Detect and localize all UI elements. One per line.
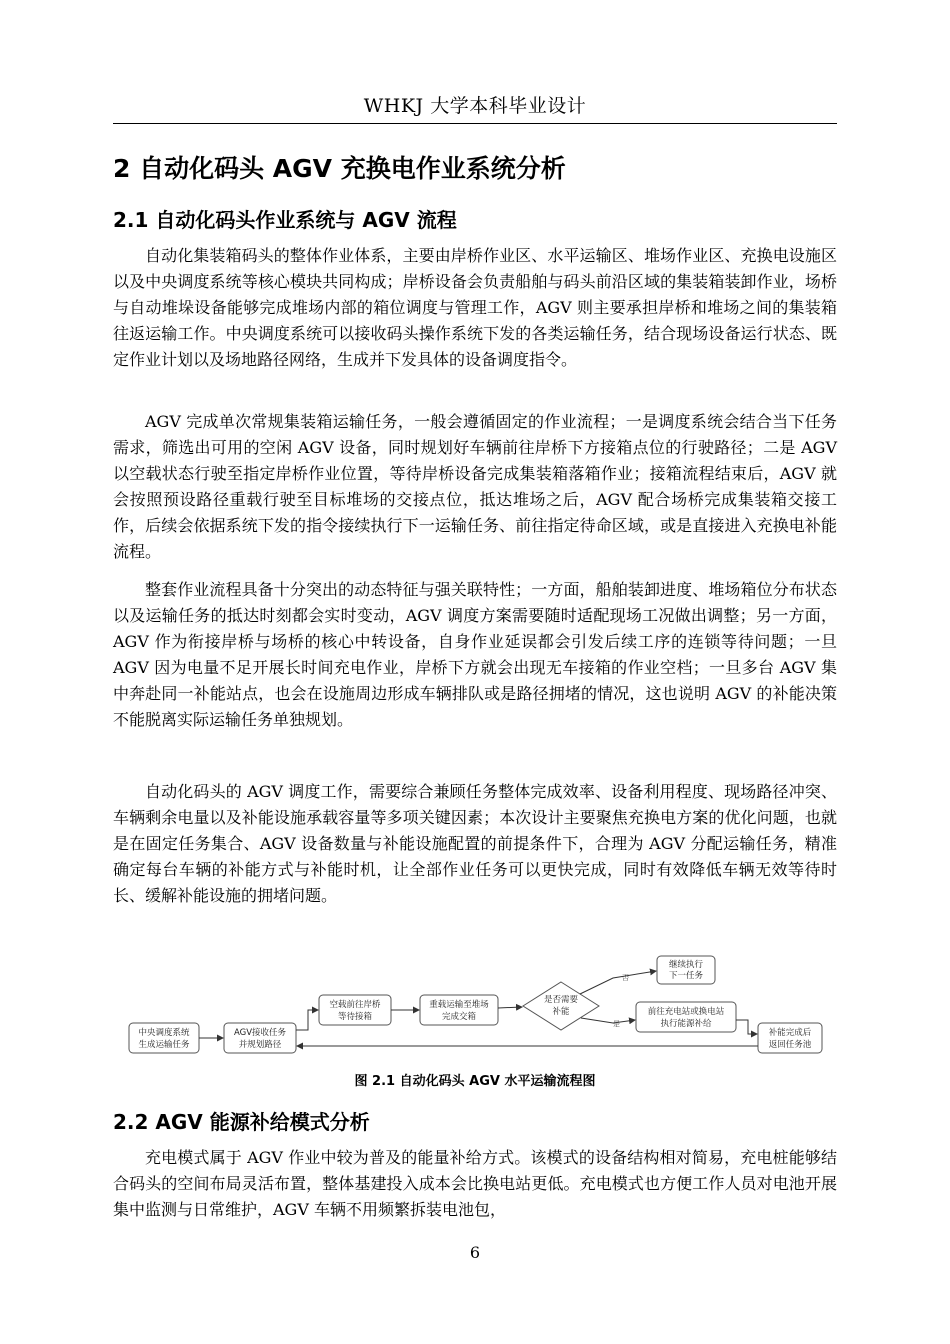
running-header: WHKJ 大学本科毕业设计 [363,95,587,117]
flowchart-figure [113,950,837,1062]
node-label: 并规划路径 [238,1040,282,1050]
edge-label-yes: 是 [613,1020,620,1028]
paragraph: 整套作业流程具备十分突出的动态特征与强关联特性；一方面，船舶装卸进度、堆场箱位分布状态以及运输任务的抵达时刻都会实时变动，AGV 调度方案需要随时适配现场工况做出调整；另一方面，AGV 作为衔接岸桥与场桥的核心中转设备，自身作业延误都会引发后续工序的连锁等待问题；一旦 AGV 因为电量不足开展长时间充电作业，岸桥下方就会出现无车接箱的作业空档；一旦多台 AGV 集中奔赴同一补能站点，也会在设施周边形成车辆排队或是路径拥堵的情况，这也说明 AGV 的补能决策不能脱离实际运输任务单独规划。 [113,580,837,729]
flow-node-return [758,1023,822,1053]
paragraph: 自动化集装箱码头的整体作业体系，主要由岸桥作业区、水平运输区、堆场作业区、充换电设施区以及中央调度系统等核心模块共同构成；岸桥设备会负责船舶与码头前沿区域的集装箱装卸作业，场桥与自动堆垛设备能够完成堆场内部的箱位调度与管理工作，AGV 则主要承担岸桥和堆场之间的集装箱往返运输工作。中央调度系统可以接收码头操作系统下发的各类运输任务，结合现场设备运行状态、既定作业计划以及场地路径网络，生成并下发具体的设备调度指令。 [113,246,837,369]
node-label: 中央调度系统 [138,1028,190,1038]
flow-decision-recharge [523,982,599,1030]
node-label: 空载前往岸桥 [329,1000,381,1010]
node-label: 返回任务池 [768,1040,812,1050]
node-label: 继续执行 [668,960,704,970]
edge-label-no: 否 [622,974,629,982]
paragraph: 充电模式属于 AGV 作业中较为普及的能量补给方式。该模式的设备结构相对简易，充电桩能够结合码头的空间布局灵活布置，整体基建投入成本会比换电站更低。充电模式也方便工作人员对电池开展集中监测与日常维护，AGV 车辆不用频繁拆装电池包， [113,1148,837,1219]
node-label: 生成运输任务 [138,1040,190,1050]
page-number: 6 [469,1243,481,1262]
paragraph: 自动化码头的 AGV 调度工作，需要综合兼顾任务整体完成效率、设备利用程度、现场路径冲突、车辆剩余电量以及补能设施承载容量等多项关键因素；本次设计主要聚焦充换电方案的优化问题，也就是在固定任务集合、AGV 设备数量与补能设施配置的前提条件下，合理为 AGV 分配运输任务，精准确定每台车辆的补能方式与补能时机，让全部作业任务可以更快完成，同时有效降低车辆无效等待时长、缓解补能设施的拥堵问题。 [113,782,837,905]
chapter-title: 2 自动化码头 AGV 充换电作业系统分析 [113,154,566,183]
flow-edge-yes [581,1018,635,1023]
node-label: 下一任务 [668,971,704,981]
section-title: 2.1 自动化码头作业系统与 AGV 流程 [113,208,457,232]
flowchart-diagram [113,950,837,1062]
section-title: 2.2 AGV 能源补给模式分析 [113,1110,370,1134]
figure-caption: 图 2.1 自动化码头 AGV 水平运输流程图 [354,1074,596,1089]
flow-node-charge [636,1002,736,1032]
node-label: 等待接箱 [337,1012,373,1022]
flow-edge-no [580,971,656,994]
node-label: 补能完成后 [768,1028,812,1038]
flow-edge [736,1020,757,1034]
node-label: AGV接收任务 [233,1028,287,1038]
flow-node-dispatch [129,1023,199,1053]
flow-edge [498,1007,522,1008]
decision-label: 是否需要 [543,995,579,1005]
flow-node-loaded-travel [420,995,498,1025]
node-label: 完成交箱 [441,1012,477,1022]
flow-edge [296,1010,318,1030]
header-rule [113,123,837,124]
flow-node-empty-travel [319,995,391,1025]
node-label: 前往充电站或换电站 [647,1007,725,1017]
node-label: 执行能源补给 [660,1019,712,1029]
node-label: 重载运输至堆场 [429,1000,489,1010]
paragraph: AGV 完成单次常规集装箱运输任务，一般会遵循固定的作业流程；一是调度系统会结合当下任务需求，筛选出可用的空闲 AGV 设备，同时规划好车辆前往岸桥下方接箱点位的行驶路径；二是 AGV 以空载状态行驶至指定岸桥作业位置，等待岸桥设备完成集装箱落箱作业；接箱流程结束后，AGV 就会按照预设路径重载行驶至目标堆场的交接点位，抵达堆场之后，AGV 配合场桥完成集装箱交接工作，后续会依据系统下发的指令接续执行下一运输任务、前往指定待命区域，或是直接进入充换电补能流程。 [113,412,837,561]
flow-node-receive-task [224,1023,296,1053]
flow-node-continue [657,956,715,984]
decision-label: 补能 [552,1007,570,1017]
